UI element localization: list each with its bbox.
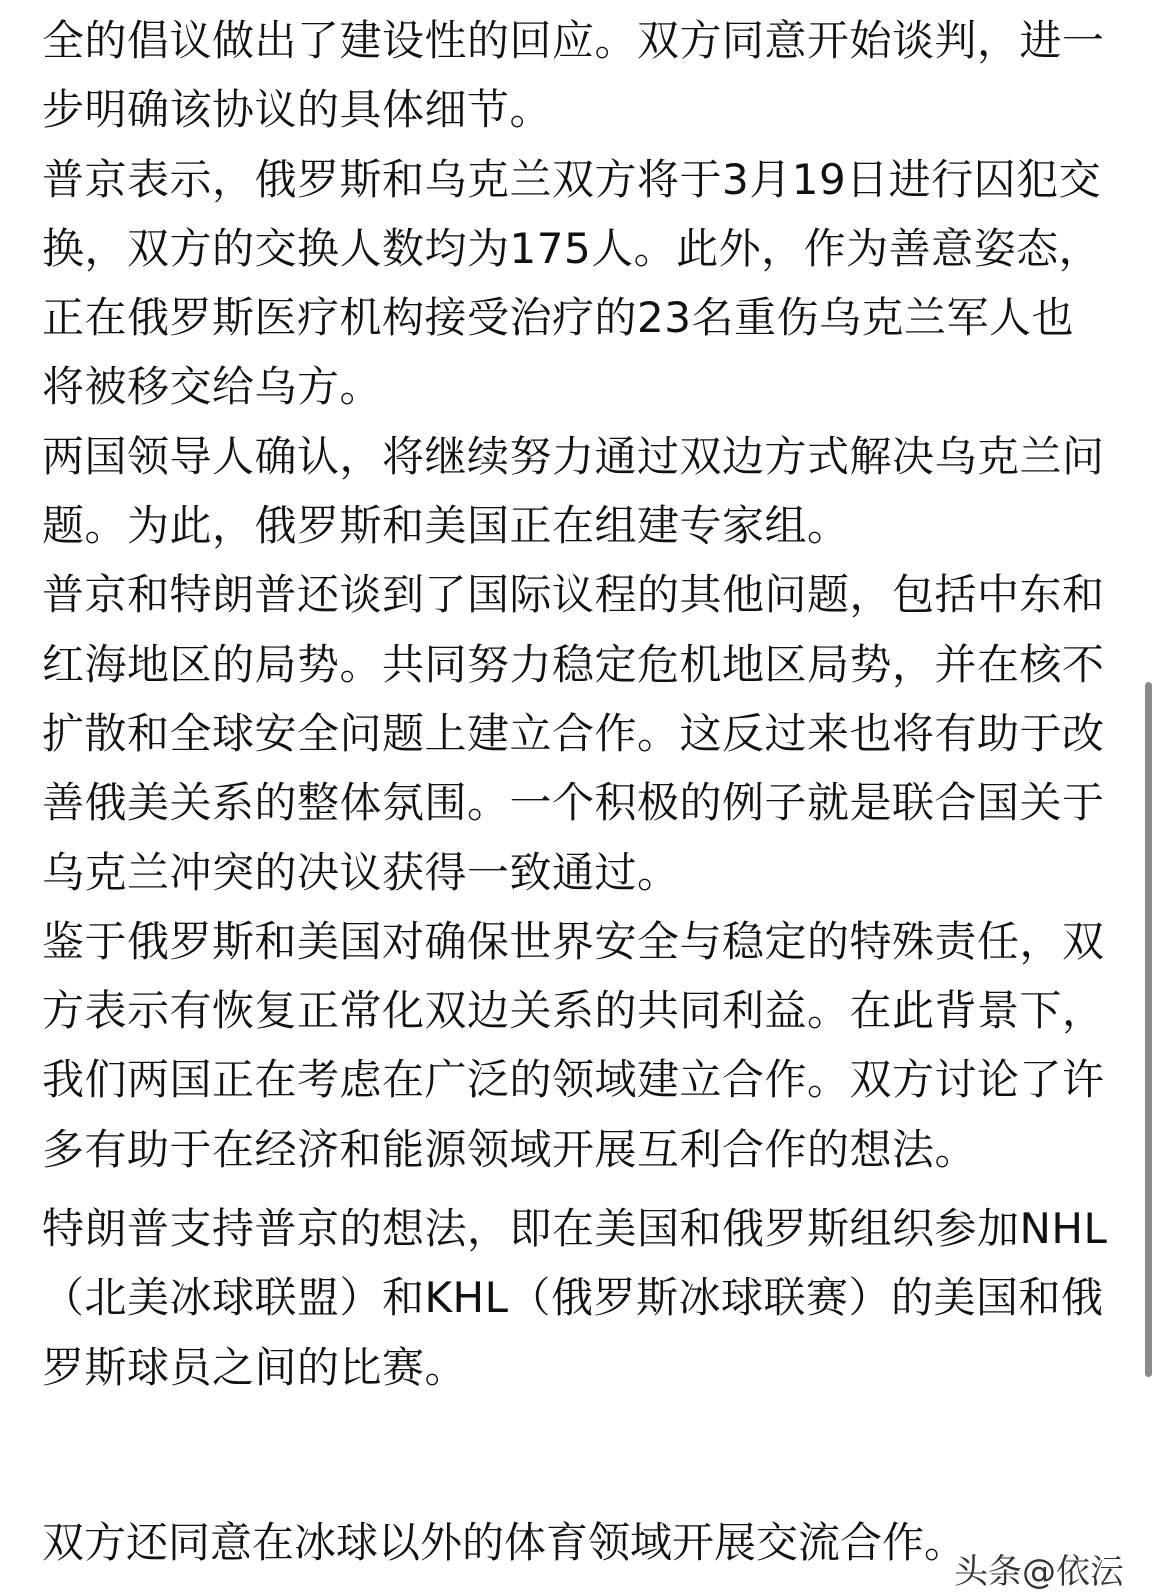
paragraph-hockey-match: 特朗普支持普京的想法，即在美国和俄罗斯组织参加NHL（北美冰球联盟）和KHL（俄罗斯冰球联赛）的美国和俄罗斯球员之间的比赛。 [42, 1204, 1108, 1392]
source-watermark [954, 1552, 1124, 1594]
paragraph-bilateral-relations: 鉴于俄罗斯和美国对确保世界安全与稳定的特殊责任，双方表示有恢复正常化双边关系的共同利益。在此背景下，我们两国正在考虑在广泛的领域建立合作。双方讨论了许多有助于在经济和能源领域开展互利合作的想法。 [42, 916, 1105, 1174]
paragraph-prisoner-exchange: 普京表示，俄罗斯和乌克兰双方将于3月19日进行囚犯交换，双方的交换人数均为175人。此外，作为善意姿态，正在俄罗斯医疗机构接受治疗的23名重伤乌克兰军人也将被移交给乌方。 [42, 154, 1102, 412]
paragraph-negotiation: 全的倡议做出了建设性的回应。双方同意开始谈判，进一步明确该协议的具体细节。 [42, 16, 1105, 135]
watermark-text: 头条@依沄 [954, 1552, 1124, 1592]
vertical-scrollbar[interactable] [1145, 682, 1152, 1377]
cutoff-line-text: 双方还同意在冰球以外的体育领域开展交流合作。 [42, 1518, 967, 1567]
partially-visible-line [42, 1518, 967, 1596]
paragraph-international-agenda: 普京和特朗普还谈到了国际议程的其他问题，包括中东和红海地区的局势。共同努力稳定危机地区局势，并在核不扩散和全球安全问题上建立合作。这反过来也将有助于改善俄美关系的整体氛围。一个积极的例子就是联合国关于乌克兰冲突的决议获得一致通过。 [42, 570, 1105, 897]
paragraph-expert-group: 两国领导人确认，将继续努力通过双边方式解决乌克兰问题。为此，俄罗斯和美国正在组建专家组。 [42, 431, 1105, 551]
article-body [42, 6, 1112, 1402]
